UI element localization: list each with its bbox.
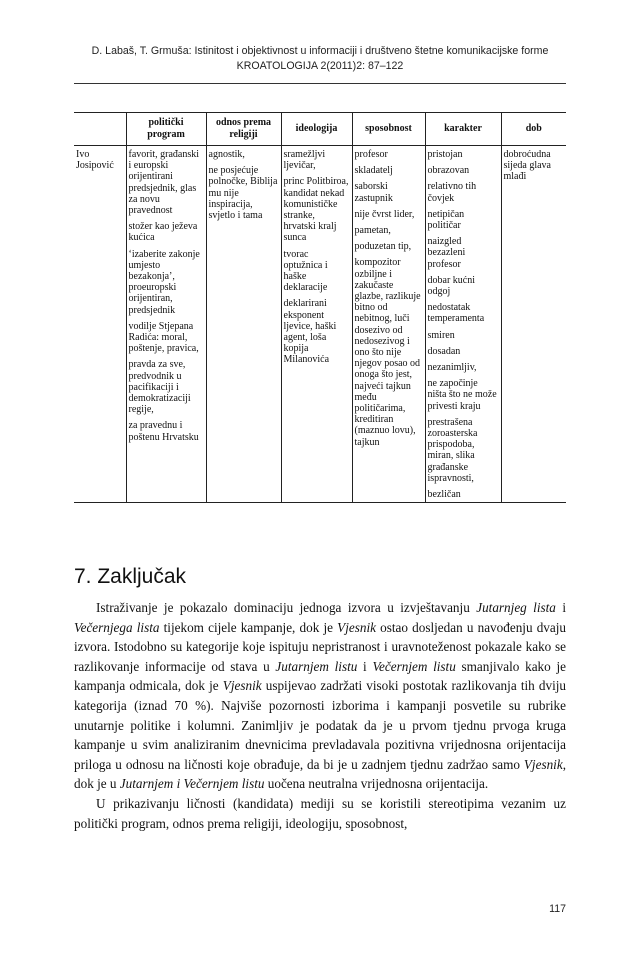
cell-entry: naizgled bezazleni profesor: [427, 236, 466, 270]
paragraph-2: U prikazivanju ličnosti (kandidata) mediji su se koristili stereotipima vezanim uz politički program, odnos prema religiji, ideologiju, sposobnost,: [74, 795, 566, 831]
column-header-karakter: karakter: [425, 113, 501, 146]
paragraph-1: [74, 598, 566, 794]
cell-dob: [501, 146, 566, 503]
text-run: uočena neutralna vrijednosna orijentacija.: [264, 776, 489, 792]
text-run: i: [555, 600, 566, 615]
cell-entry: kompozitor ozbiljne i zakučaste glazbe, razlikuje bitno od nebitnog, luči dosezivo od nedosezivog i ono što nije njegov posao od onoga što jest, najveći tajkun među političarima, kreditiran (maznuo lovu), tajkun: [354, 257, 421, 448]
cell-entry: obrazovan: [427, 165, 470, 177]
cell-entry: profesor: [354, 149, 388, 160]
cell-entry: stožer kao ježeva kućica: [128, 221, 198, 244]
newspaper-name: Jutarnjem listu: [275, 658, 358, 674]
cell-entry: vodilje Stjepana Radića: moral, poštenje, pravica,: [128, 320, 199, 355]
text-run: i: [357, 658, 373, 674]
cell-name: [74, 146, 126, 503]
cell-entry: pravda za sve, predvodnik u pacifikaciji i demokratizaciji regije,: [128, 359, 191, 416]
stereotypes-table: [74, 112, 566, 503]
cell-entry: sramežljvi ljevičar,: [283, 149, 326, 172]
text-run: ostao dosljedan u navođenju dvaju izvora. Istodobno su kategorije koje ispituju nepristranost i uravnoteženost pokazale kako se razlikovanje informacije od stava u: [74, 619, 567, 674]
cell-entry: prestrašena zoroasterska prispodoba, miran, slika građanske ispravnosti,: [427, 416, 478, 484]
text-run: , dok je u: [74, 756, 566, 792]
newspaper-name: Jutarnjem i Večernjem listu: [119, 776, 265, 792]
cell-entry: deklarirani eksponent ljevice, haški agent, loša kopija Milanovića: [283, 298, 337, 366]
newspaper-name: Vjesnik: [337, 619, 376, 635]
newspaper-name: Večernjega lista: [74, 619, 160, 635]
running-header-journal: KROATOLOGIJA 2(2011)2: 87–122: [236, 60, 404, 72]
cell-entry: nije čvrst lider,: [354, 208, 415, 220]
newspaper-name: Vjesnik: [523, 756, 563, 772]
running-header: [56, 44, 584, 74]
cell-politicki-program: [126, 146, 206, 503]
cell-odnos-prema-religiji: [206, 146, 281, 503]
text-run: smanjivalo kako je kampanja odmicala, dok je: [74, 658, 566, 694]
cell-entry: za pravednu i poštenu Hrvatsku: [128, 420, 199, 443]
newspaper-name: Večernjem listu: [372, 658, 456, 674]
cell-entry: netipičan političar: [427, 208, 465, 232]
cell-entry: nedostatak temperamenta: [427, 302, 485, 325]
cell-entry: dobroćudna sijeda glava mlađi: [503, 149, 551, 183]
cell-entry: saborski zastupnik: [354, 181, 393, 204]
column-header-sposobnost: sposobnost: [352, 113, 425, 146]
section-body: [74, 598, 566, 833]
cell-karakter: [425, 146, 501, 503]
cell-entry: princ Politbiroa, kandidat nekad komunističke stranke, hrvatski kralj sunca: [283, 176, 349, 244]
cell-entry: pristojan: [427, 149, 463, 160]
cell-ideologija: [281, 146, 352, 503]
cell-entry: tvorac optužnica i haške deklaracije: [283, 248, 328, 294]
text-run: uspijevao zadržati visoki postotak razlikovanja tih dviju kategorija (iznad 70 %). Najviše pozornosti izborima i kampanji posvetile su rubrike unutarnje politike i kolumni. Zanimljiv je podatak da je u prvom tjednu prvoga kruga kampanje u svim analiziranim dnevnicima prevladavala pozitivna vrijednosna orijentacija priloga u odnosu na ličnosti koje obrađuje, da bi je u zadnjem tjednu zadržao samo: [74, 678, 566, 772]
cell-entry: bezličan: [427, 489, 461, 501]
header-rule: [74, 83, 566, 84]
column-header-dob: dob: [501, 113, 566, 146]
text-run: Istraživanje je pokazalo dominaciju jednoga izvora u izvještavanju: [96, 600, 477, 615]
column-header-odnos-prema-religiji: odnos prema religiji: [206, 113, 281, 146]
section-heading: 7. Zaključak: [74, 565, 187, 588]
candidate-name: Ivo Josipović: [76, 149, 114, 172]
cell-entry: agnostik,: [208, 149, 245, 160]
cell-entry: ‘izaberite zakonje umjesto bezakonja’, proeuropski orijentiran, predsjednik: [128, 248, 200, 316]
column-header-politicki-program: politički program: [126, 113, 206, 146]
cell-entry: ne posjećuje polnočke, Biblija mu nije inspiracija, svjetlo i tama: [208, 165, 278, 222]
cell-entry: favorit, građanski i europski orijentirani predsjednik, glas za novu pravednost: [128, 149, 200, 217]
cell-entry: ne započinje ništa što ne može privesti kraju: [427, 378, 497, 412]
cell-entry: dobar kućni odgoj: [427, 274, 475, 298]
newspaper-name: Jutarnjeg lista: [476, 600, 556, 615]
cell-entry: smiren: [427, 329, 455, 341]
column-header-ideologija: ideologija: [281, 113, 352, 146]
text-run: tijekom cijele kampanje, dok je: [159, 619, 338, 635]
page-number: 117: [549, 903, 566, 915]
cell-entry: nezanimljiv,: [427, 362, 477, 374]
table-row: [74, 146, 566, 503]
cell-entry: pametan,: [354, 225, 391, 237]
cell-entry: relativno tih čovjek: [427, 181, 477, 204]
cell-entry: dosadan: [427, 345, 461, 357]
cell-entry: skladatelj: [354, 165, 393, 177]
column-header-name: [74, 113, 126, 146]
cell-sposobnost: [352, 146, 425, 503]
newspaper-name: Vjesnik: [222, 678, 262, 694]
cell-entry: poduzetan tip,: [354, 241, 412, 253]
running-header-authors-title: D. Labaš, T. Grmuša: Istinitost i objektivnost u informaciji i društveno štetne komunikacijske forme: [91, 45, 549, 57]
table-header-row: [74, 113, 566, 146]
